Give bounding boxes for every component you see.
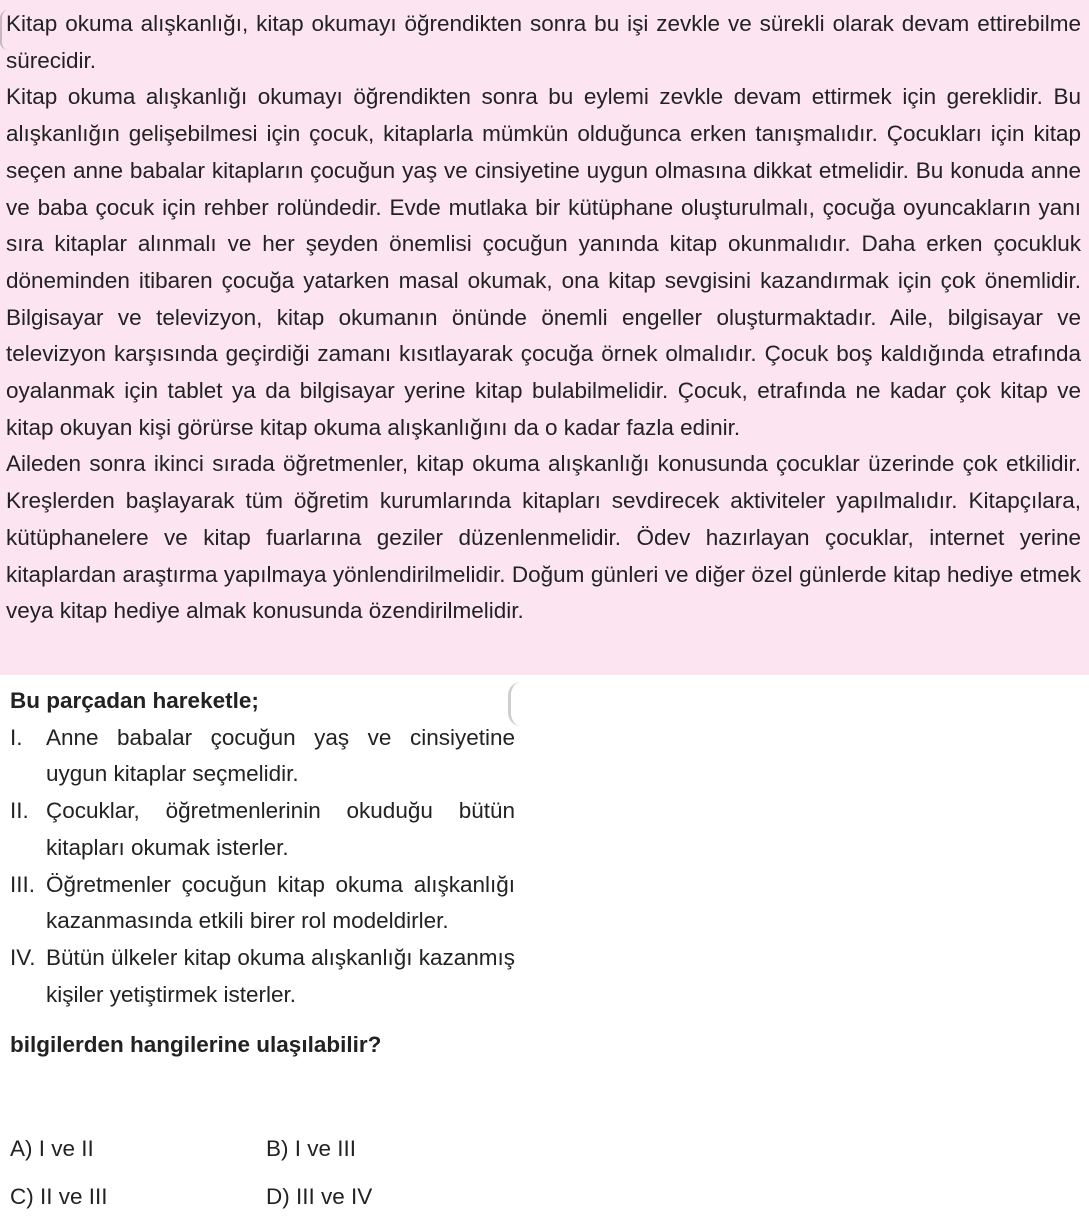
option-d[interactable]	[266, 1173, 522, 1221]
page-curl-mark	[0, 10, 8, 50]
option-text: I ve III	[294, 1136, 357, 1161]
option-text: I ve II	[38, 1136, 94, 1161]
answer-options	[10, 1125, 530, 1221]
option-letter: B)	[266, 1136, 289, 1161]
statement-list	[10, 720, 515, 1014]
statement-text: Bütün ülkeler kitap okuma alışkanlığı kazanmış kişiler yetiştirmek isterler.	[46, 944, 515, 1007]
statement-text: Öğretmenler çocuğun kitap okuma alışkanlığı kazanmasında etkili birer rol modeldirler.	[46, 871, 515, 934]
option-text: III ve IV	[296, 1184, 373, 1209]
option-text: II ve III	[40, 1184, 108, 1209]
statement-item-3	[10, 867, 515, 940]
statement-item-1	[10, 720, 515, 793]
option-letter: C)	[10, 1184, 34, 1209]
option-b[interactable]	[266, 1125, 522, 1173]
passage-paragraph-3: Aileden sonra ikinci sırada öğretmenler, kitap okuma alışkanlığı konusunda çocuklar üzerinde çok etkilidir. Kreşlerden başlayarak tüm öğretim kurumlarında kitapları sevdirecek aktiviteler yapılmalıdır. Kitapçılara, kütüphanelere ve kitap fuarlarına geziler düzenlenmelidir. Ödev hazırlayan çocuklar, internet yerine kitaplardan araştırma yapılmaya yönlendirilmelidir. Doğum günleri ve diğer özel günlerde kitap hediye etmek veya kitap hediye almak konusunda özendirilmelidir.	[6, 451, 1081, 624]
option-letter: D)	[266, 1184, 290, 1209]
statement-number: II.	[10, 798, 29, 824]
statement-item-2	[10, 793, 515, 866]
statement-number: IV.	[10, 944, 36, 970]
option-c[interactable]	[10, 1173, 266, 1221]
option-letter: A)	[10, 1136, 33, 1161]
statement-text: Çocuklar, öğretmenlerinin okuduğu bütün kitapları okumak isterler.	[46, 798, 515, 860]
question-tail: bilgilerden hangilerine ulaşılabilir?	[10, 1032, 382, 1058]
statement-text: Anne babalar çocuğun yaş ve cinsiyetine uygun kitaplar seçmelidir.	[46, 724, 515, 787]
passage-paragraph-1: Kitap okuma alışkanlığı, kitap okumayı öğrendikten sonra bu işi zevkle ve sürekli olarak devam ettirebilme sürecidir.	[6, 11, 1081, 73]
question-block	[10, 683, 515, 1064]
statement-number: I.	[10, 724, 23, 750]
option-a[interactable]	[10, 1125, 266, 1173]
statement-item-4	[10, 940, 515, 1013]
question-stem: Bu parçadan hareketle;	[10, 688, 259, 713]
passage-paragraph-2: Kitap okuma alışkanlığı okumayı öğrendikten sonra bu eylemi zevkle devam ettirmek için gereklidir. Bu alışkanlığın gelişebilmesi için çocuk, kitaplarla mümkün olduğunca erken tanışmalıdır. Çocukları için kitap seçen anne babalar kitapların çocuğun yaş ve cinsiyetine uygun olmasına dikkat etmelidir. Bu konuda anne ve baba çocuk için rehber rolündedir. Evde mutlaka bir kütüphane oluşturulmalı, çocuğa oyuncakların yanı sıra kitaplar alınmalı ve her şeyden önemlisi çocuğun yanında kitap okunmalıdır. Daha erken çocukluk döneminden itibaren çocuğa yatarken masal okumak, ona kitap sevgisini kazandırmak için çok önemlidir. Bilgisayar ve televizyon, kitap okumanın önünde önemli engeller oluşturmaktadır. Aile, bilgisayar ve televizyon karşısında geçirdiği zamanı kısıtlayarak çocuğa örnek olmalıdır. Çocuk boş kaldığında etrafında oyalanmak için tablet ya da bilgisayar yerine kitap bulabilmelidir. Çocuk, etrafında ne kadar çok kitap ve kitap okuyan kişi görürse kitap okuma alışkanlığını da o kadar fazla edinir.	[6, 84, 1081, 440]
statement-number: III.	[10, 871, 36, 897]
